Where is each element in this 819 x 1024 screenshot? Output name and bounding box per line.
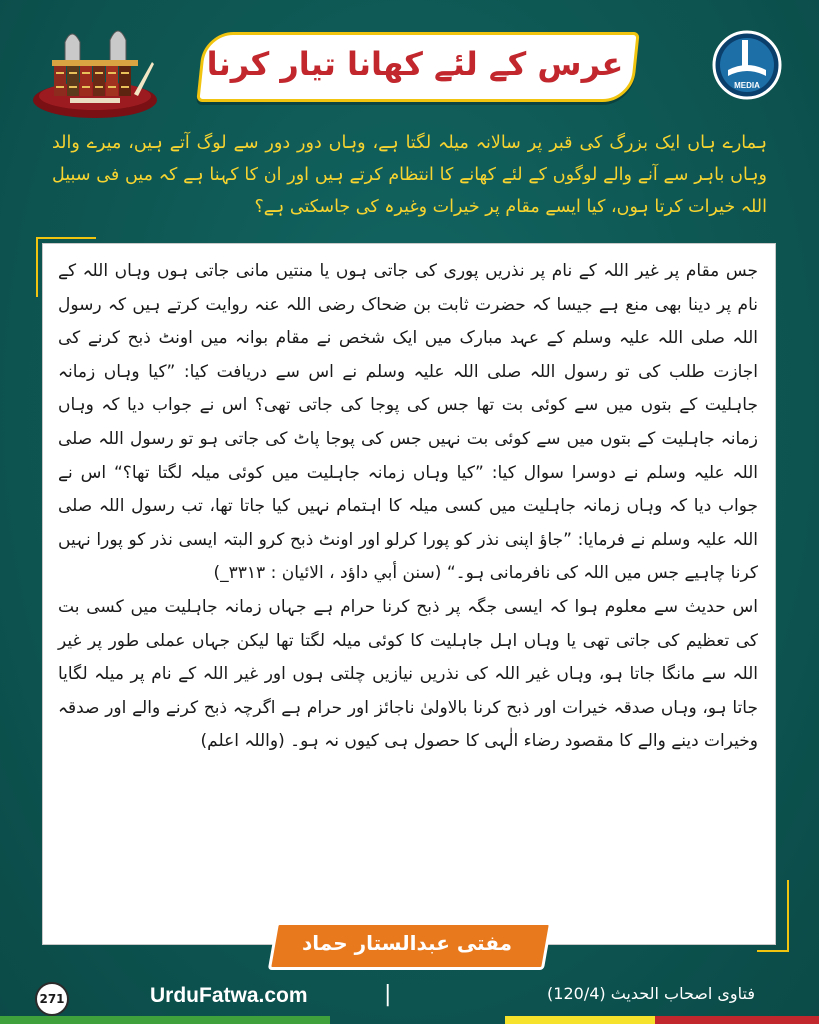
site-url[interactable]: UrduFatwa.com xyxy=(150,984,308,1007)
answer-paragraph-2: اس حدیث سے معلوم ہوا کہ ایسی جگہ پر ذبح کرنا حرام ہے جہاں زمانہ جاہلیت میں کسی بت کی تعظیم کی جاتی تھی یا وہاں اہل جاہلیت کا کوئی میلہ لگتا تھا لیکن جہاں عملی طور پر غیر اللہ سے مانگا جاتا ہو، وہاں غیر اللہ کی نذریں نیازیں چلتی ہوں اور غیر اللہ کے نام پر میلہ لگایا جاتا ہو، وہاں صدقہ خیرات اور ذبح کرنا بالاولیٰ ناجائز اور حرام ہے اگرچہ ذبح کرنے والے اور صدقہ وخیرات دینے والے کا مقصود رضاء الٰہی کا حصول ہی کیوں نہ ہو۔ (واللہ اعلم) xyxy=(58,596,758,752)
muhaddith-media-logo xyxy=(712,30,782,100)
footer-bar-yellow xyxy=(505,1016,655,1024)
book-reference: فتاوی اصحاب الحدیث (120/4) xyxy=(547,984,755,1003)
corner-decoration-bottom-right xyxy=(757,880,789,952)
logo-media-label: MEDIA xyxy=(734,81,760,90)
mufti-name: مفتی عبدالستار حماد xyxy=(302,931,512,955)
footer-separator: | xyxy=(384,982,392,1007)
question-text: ہمارے ہاں ایک بزرگ کی قبر پر سالانہ میلہ لگتا ہے، وہاں دور دور سے لوگ آتے ہیں، میرے والد وہاں باہر سے آنے والے لوگوں کے لئے کھانے کا انتظام کرتے ہیں اور ان کا کہنا ہے کہ میں فی سبیل اللہ خیرات کرتا ہوں، کیا ایسے مقام پر خیرات وغیرہ کی جاسکتی ہے؟ xyxy=(52,133,767,217)
page-number-badge: 271 xyxy=(35,982,69,1016)
footer-bar-red xyxy=(655,1016,819,1024)
page-title: عرس کے لئے کھانا تیار کرنا xyxy=(206,45,624,83)
books-candle-icon xyxy=(30,22,160,120)
footer-bar-green xyxy=(0,1016,330,1024)
answer-text xyxy=(58,255,758,759)
answer-paragraph-1: جس مقام پر غیر اللہ کے نام پر نذریں پوری کی جاتی ہوں یا منتیں مانی جاتی ہوں وہاں اللہ کے نام پر دینا بھی منع ہے جیسا کہ حضرت ثابت بن ضحاک رضی اللہ عنہ روایت کرتے ہیں کہ رسول اللہ صلی اللہ علیہ وسلم کے عہد مبارک میں ایک شخص نے مقام بوانہ میں اونٹ ذبح کرنے کی اجازت طلب کی تو رسول اللہ صلی اللہ علیہ وسلم نے اس سے دریافت کیا: ”کیا وہاں زمانہ جاہلیت کے بتوں میں سے کوئی بت تھا جس کی پوجا کی جاتی تھی؟ اس نے جواب دیا کہ وہاں زمانہ جاہلیت کے بتوں میں سے کوئی بت نہیں جس کی پوجا پاٹ کی جاتی ہو تو رسول اللہ صلی اللہ علیہ وسلم نے دوسرا سوال کیا: ”کیا وہاں زمانہ جاہلیت میں کوئی میلہ لگتا تھا؟“ اس نے جواب دیا کہ وہاں زمانہ جاہلیت میں کسی میلہ کا اہتمام نہیں کیا جاتا تھا، تب رسول اللہ صلی اللہ علیہ وسلم نے فرمایا: ”جاؤ اپنی نذر کو پورا کرلو اور اونٹ ذبح کرو البتہ ایسی نذر کو پورا نہیں کرنا چاہیے جس میں اللہ کی نافرمانی ہو۔“ (سنن أبي داؤد ، الائيان : ۳۳۱۳_) xyxy=(58,261,758,584)
